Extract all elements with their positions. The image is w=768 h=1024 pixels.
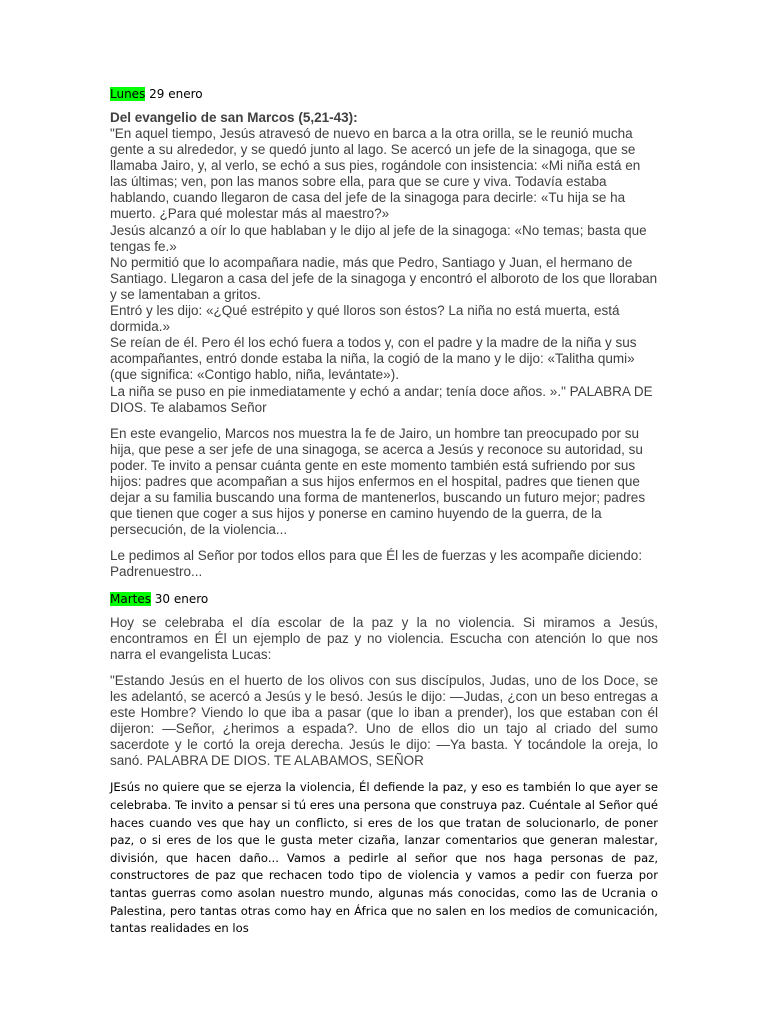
monday-gospel-paragraph: "En aquel tiempo, Jesús atravesó de nuevo en barca a la otra orilla, se le reunió mucha gente a su alrededor, y se quedó junto al lago. Se acercó un jefe de la sinagoga, que se llamaba Jairo, y, al verlo, se echó a sus pies, rogándole con insistencia: «Mi niña está en las últimas; ven, pon las manos sobre ella, para que se cure y viva. Todavía estaba hablando, cuando llegaron de casa del jefe de la sinagoga para decirle: «Tu hija se ha muerto. ¿Para qué molestar más al maestro?» (110, 126, 641, 222)
monday-gospel-title: Del evangelio de san Marcos (5,21-43): (110, 110, 358, 125)
tuesday-intro: Hoy se celebraba el día escolar de la paz y la no violencia. Si miramos a Jesús, encontramos en Él un ejemplo de paz y no violencia. Escucha con atención lo que nos narra el evangelista Lucas: (110, 614, 658, 662)
tuesday-date: 30 enero (150, 591, 209, 606)
tuesday-gospel: "Estando Jesús en el huerto de los olivos con sus discípulos, Judas, uno de los Doce, se les adelantó, se acercó a Jesús y le besó. Jesús le dijo: —Judas, ¿con un beso entregas a este Hombre? Viendo lo que iba a pasar (que lo iban a prender), los que estaban con él dijeron: —Señor, ¿herimos a espada?. Uno de ellos dio un tajo al criado del sumo sacerdote y le cortó la oreja derecha. Jesús le dijo: —Ya basta. Y tocándole la oreja, lo sanó. PALABRA DE DIOS. TE ALABAMOS, SEÑOR (110, 672, 658, 769)
monday-gospel-paragraph: Entró y les dijo: «¿Qué estrépito y qué lloros son éstos? La niña no está muerta, está dormida.» (110, 303, 620, 335)
document-content (110, 86, 658, 938)
monday-gospel-paragraph: Jesús alcanzó a oír lo que hablaban y le dijo al jefe de la sinagoga: «No temas; basta que tengas fe.» (110, 222, 647, 254)
monday-gospel-paragraph: La niña se puso en pie inmediatamente y echó a andar; tenía doce años. »." PALABRA DE DIOS. Te alabamos Señor (110, 383, 653, 415)
tuesday-reflection: JEsús no quiere que se ejerza la violencia, Él defiende la paz, y eso es también lo que ayer se celebraba. Te invito a pensar si tú eres una persona que construya paz. Cuéntale al Señor qué haces cuando ves que hay un conflicto, si eres de los que tratan de solucionarlo, de poner paz, o si eres de los que le gusta meter cizaña, lanzar comentarios que generan malestar, división, que hacen daño... Vamos a pedirle al señor que nos haga personas de paz, constructores de paz que rechacen todo tipo de violencia y vamos a pedir con fuerza por tantas guerras como asolan nuestro mundo, algunas más conocidas, como las de Ucrania o Palestina, pero tantas otras como hay en África que no salen en los medios de comunicación, tantas realidades en los (110, 780, 658, 936)
monday-day-label: Lunes (110, 87, 146, 101)
monday-heading (110, 86, 658, 102)
tuesday-heading (110, 591, 658, 607)
monday-date: 29 enero (145, 87, 203, 101)
monday-gospel-paragraph: Se reían de él. Pero él los echó fuera a todos y, con el padre y la madre de la niña y sus acompañantes, entró donde estaba la niña, la cogió de la mano y le dijo: «Talitha qumi» (que significa: «Contigo hablo, niña, levántate»). (110, 335, 637, 383)
monday-gospel-paragraph: No permitió que lo acompañara nadie, más que Pedro, Santiago y Juan, el hermano de Santiago. Llegaron a casa del jefe de la sinagoga y encontró el alboroto de los que lloraban y se lamentaban a gritos. (110, 254, 658, 302)
monday-reflection: En este evangelio, Marcos nos muestra la fe de Jairo, un hombre tan preocupado por su hija, que pese a ser jefe de una sinagoga, se acerca a Jesús y reconoce su autoridad, su poder. Te invito a pensar cuánta gente en este momento también está sufriendo por sus hijos: padres que acompañan a sus hijos enfermos en el hospital, padres que tienen que dejar a su familia buscando una forma de mantenerlos, buscando un futuro mejor; padres que tienen que coger a sus hijos y ponerse en camino huyendo de la guerra, de la persecución, de la violencia... (110, 425, 646, 538)
tuesday-day-label: Martes (110, 591, 151, 606)
monday-prayer: Le pedimos al Señor por todos ellos para que Él les de fuerzas y les acompañe diciendo: Padrenuestro... (110, 548, 643, 580)
